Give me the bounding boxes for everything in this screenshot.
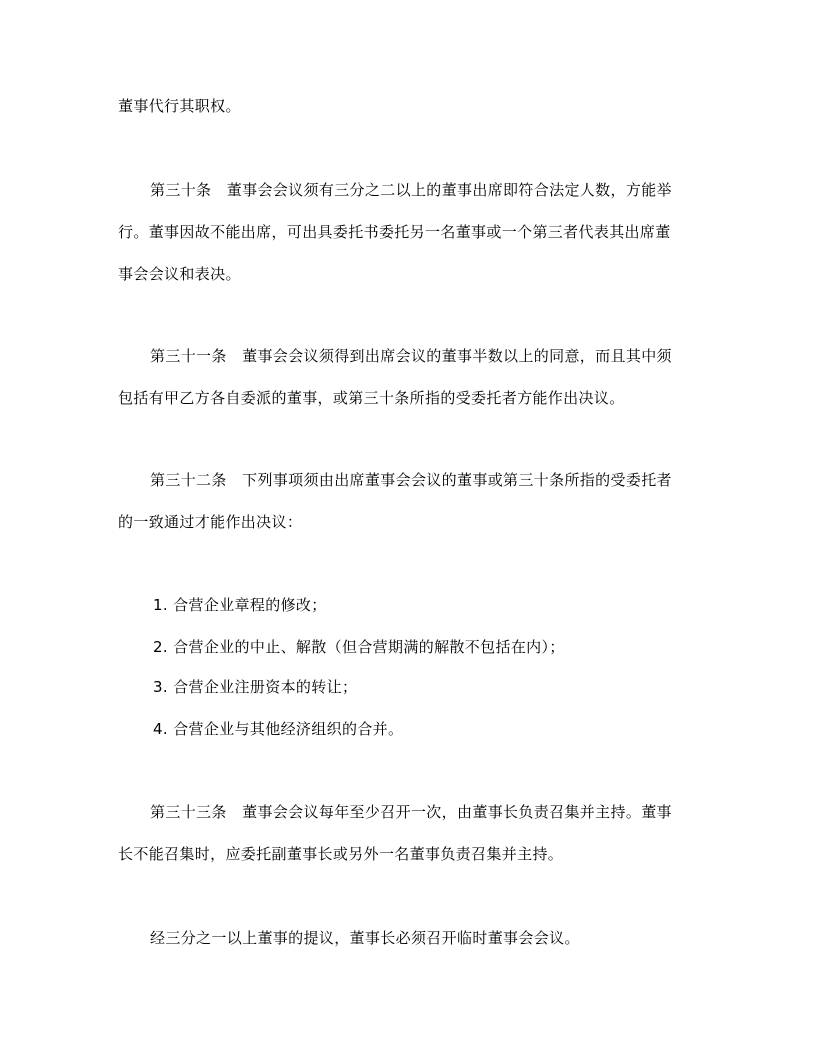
article-30-line-1: 第三十条 董事会会议须有三分之二以上的董事出席即符合法定人数，方能举 — [150, 181, 672, 199]
article-30-line-2: 行。董事因故不能出席，可出具委托书委托另一名董事或一个第三者代表其出席董 — [118, 223, 671, 241]
list-item-3: 3. 合营企业注册资本的转让； — [153, 678, 358, 696]
article-32-line-1: 第三十二条 下列事项须由出席董事会会议的董事或第三十条所指的受委托者 — [150, 471, 672, 489]
list-item-4: 4. 合营企业与其他经济组织的合并。 — [153, 720, 404, 738]
article-32-line-2: 的一致通过才能作出决议： — [118, 513, 303, 531]
article-31-line-1: 第三十一条 董事会会议须得到出席会议的董事半数以上的同意，而且其中须 — [150, 347, 672, 365]
paragraph-line: 董事代行其职权。 — [118, 97, 241, 115]
list-item-1: 1. 合营企业章程的修改； — [153, 596, 327, 614]
article-31-line-2: 包括有甲乙方各自委派的董事，或第三十条所指的受委托者方能作出决议。 — [118, 389, 625, 407]
article-33-line-2: 长不能召集时，应委托副董事长或另外一名董事负责召集并主持。 — [118, 845, 564, 863]
article-30-line-3: 事会会议和表决。 — [118, 265, 241, 283]
list-item-2: 2. 合营企业的中止、解散（但合营期满的解散不包括在内）； — [153, 638, 565, 656]
article-33-line-1: 第三十三条 董事会会议每年至少召开一次，由董事长负责召集并主持。董事 — [150, 803, 672, 821]
paragraph-line: 经三分之一以上董事的提议，董事长必须召开临时董事会会议。 — [150, 929, 580, 947]
